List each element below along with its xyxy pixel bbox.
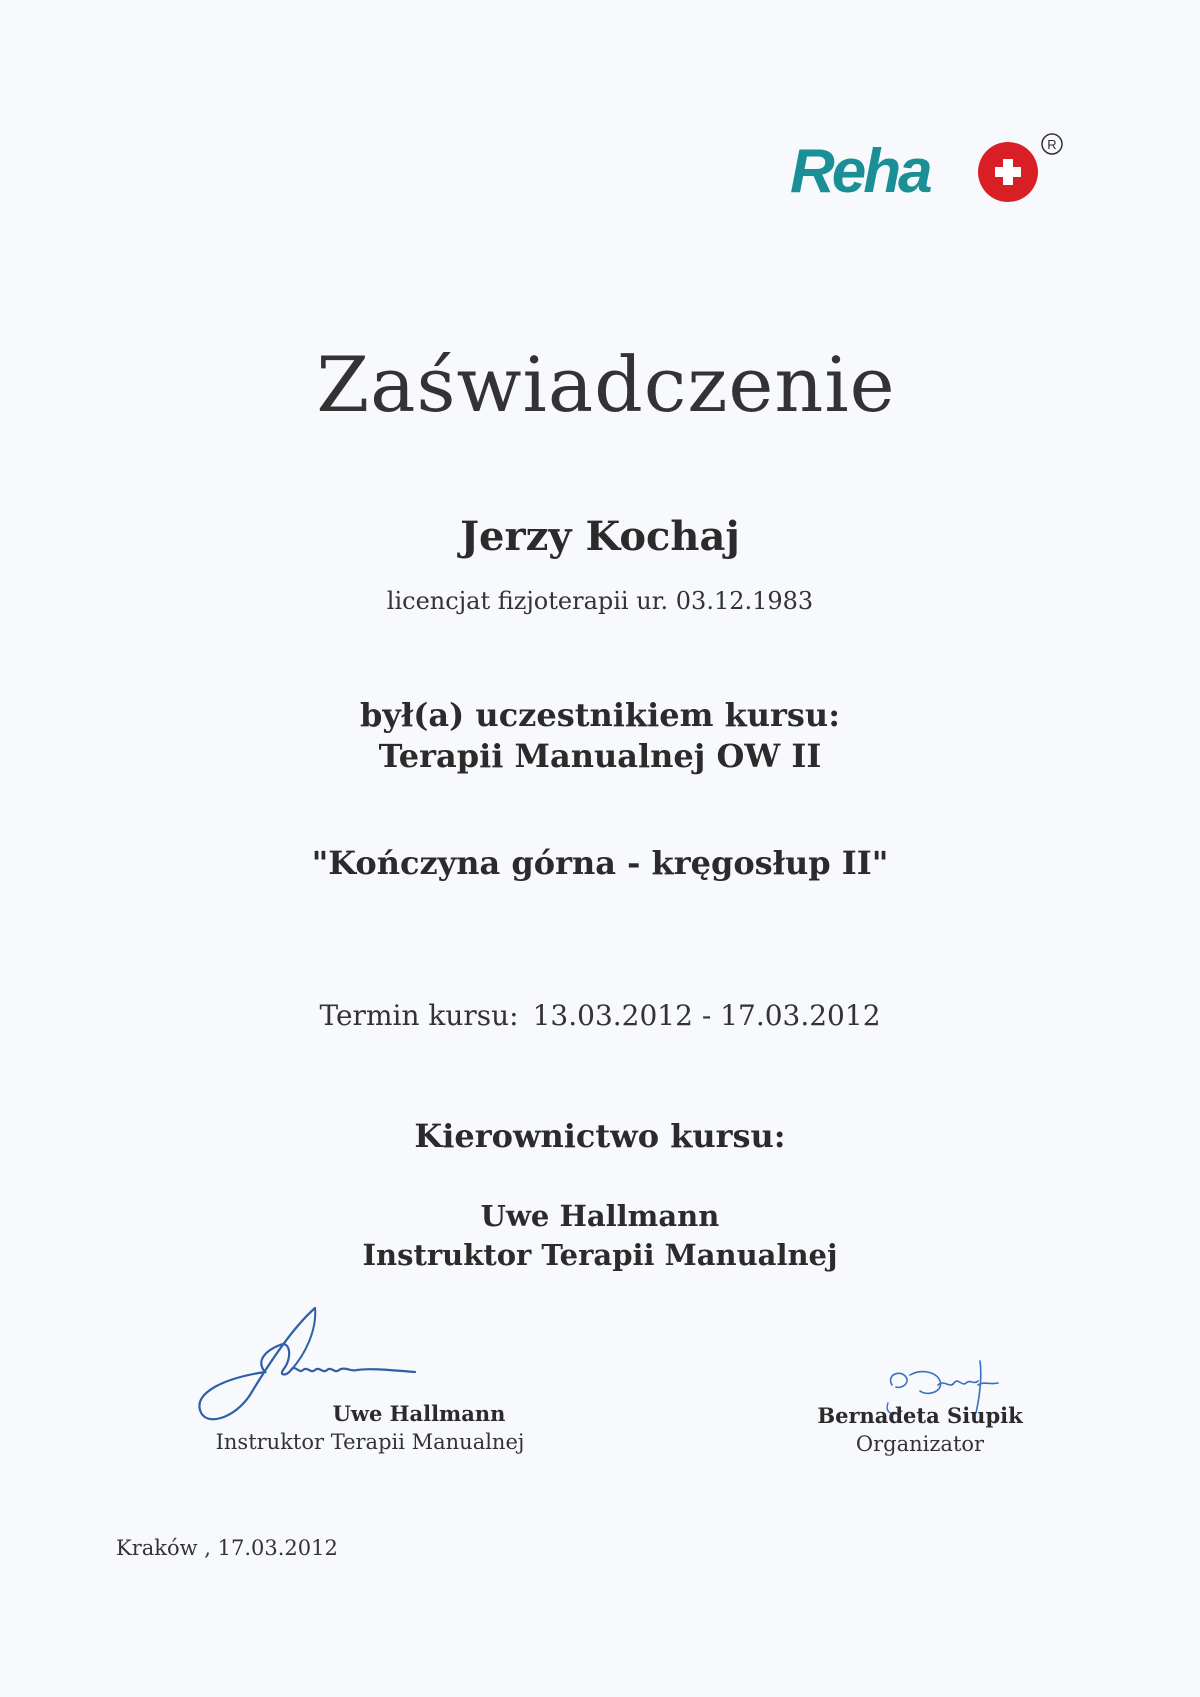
participant-line: był(a) uczestnikiem kursu: xyxy=(359,696,840,734)
recipient-details: licencjat fizjoterapii ur. 03.12.1983 xyxy=(386,587,814,615)
leader-role: Instruktor Terapii Manualnej xyxy=(362,1238,838,1272)
reha-logo xyxy=(790,130,1070,210)
registered-mark-icon xyxy=(1042,134,1062,154)
signature-block-left xyxy=(160,1400,580,1456)
course-term xyxy=(0,998,1200,1034)
place-date: Kraków , 17.03.2012 xyxy=(116,1536,338,1560)
term-label: Termin kursu: xyxy=(319,999,519,1032)
leader-name: Uwe Hallmann xyxy=(480,1199,720,1233)
signature-block-right xyxy=(800,1402,1040,1458)
svg-text:R: R xyxy=(1047,137,1057,152)
signature-name: Uwe Hallmann xyxy=(332,1401,506,1426)
course-name: Terapii Manualnej OW II xyxy=(378,737,822,775)
logo-text: Reha xyxy=(790,137,930,206)
signature-role: Organizator xyxy=(855,1432,985,1456)
signature-name: Bernadeta Siupik xyxy=(817,1403,1023,1428)
red-cross-icon xyxy=(978,142,1038,202)
certificate-title: Zaświadczenie xyxy=(316,340,896,429)
signature-role: Instruktor Terapii Manualnej xyxy=(215,1430,525,1454)
recipient-name: Jerzy Kochaj xyxy=(460,513,740,560)
term-dates: 13.03.2012 - 17.03.2012 xyxy=(532,999,881,1032)
course-subject: "Kończyna górna - kręgosłup II" xyxy=(311,844,889,882)
management-label: Kierownictwo kursu: xyxy=(414,1117,786,1155)
